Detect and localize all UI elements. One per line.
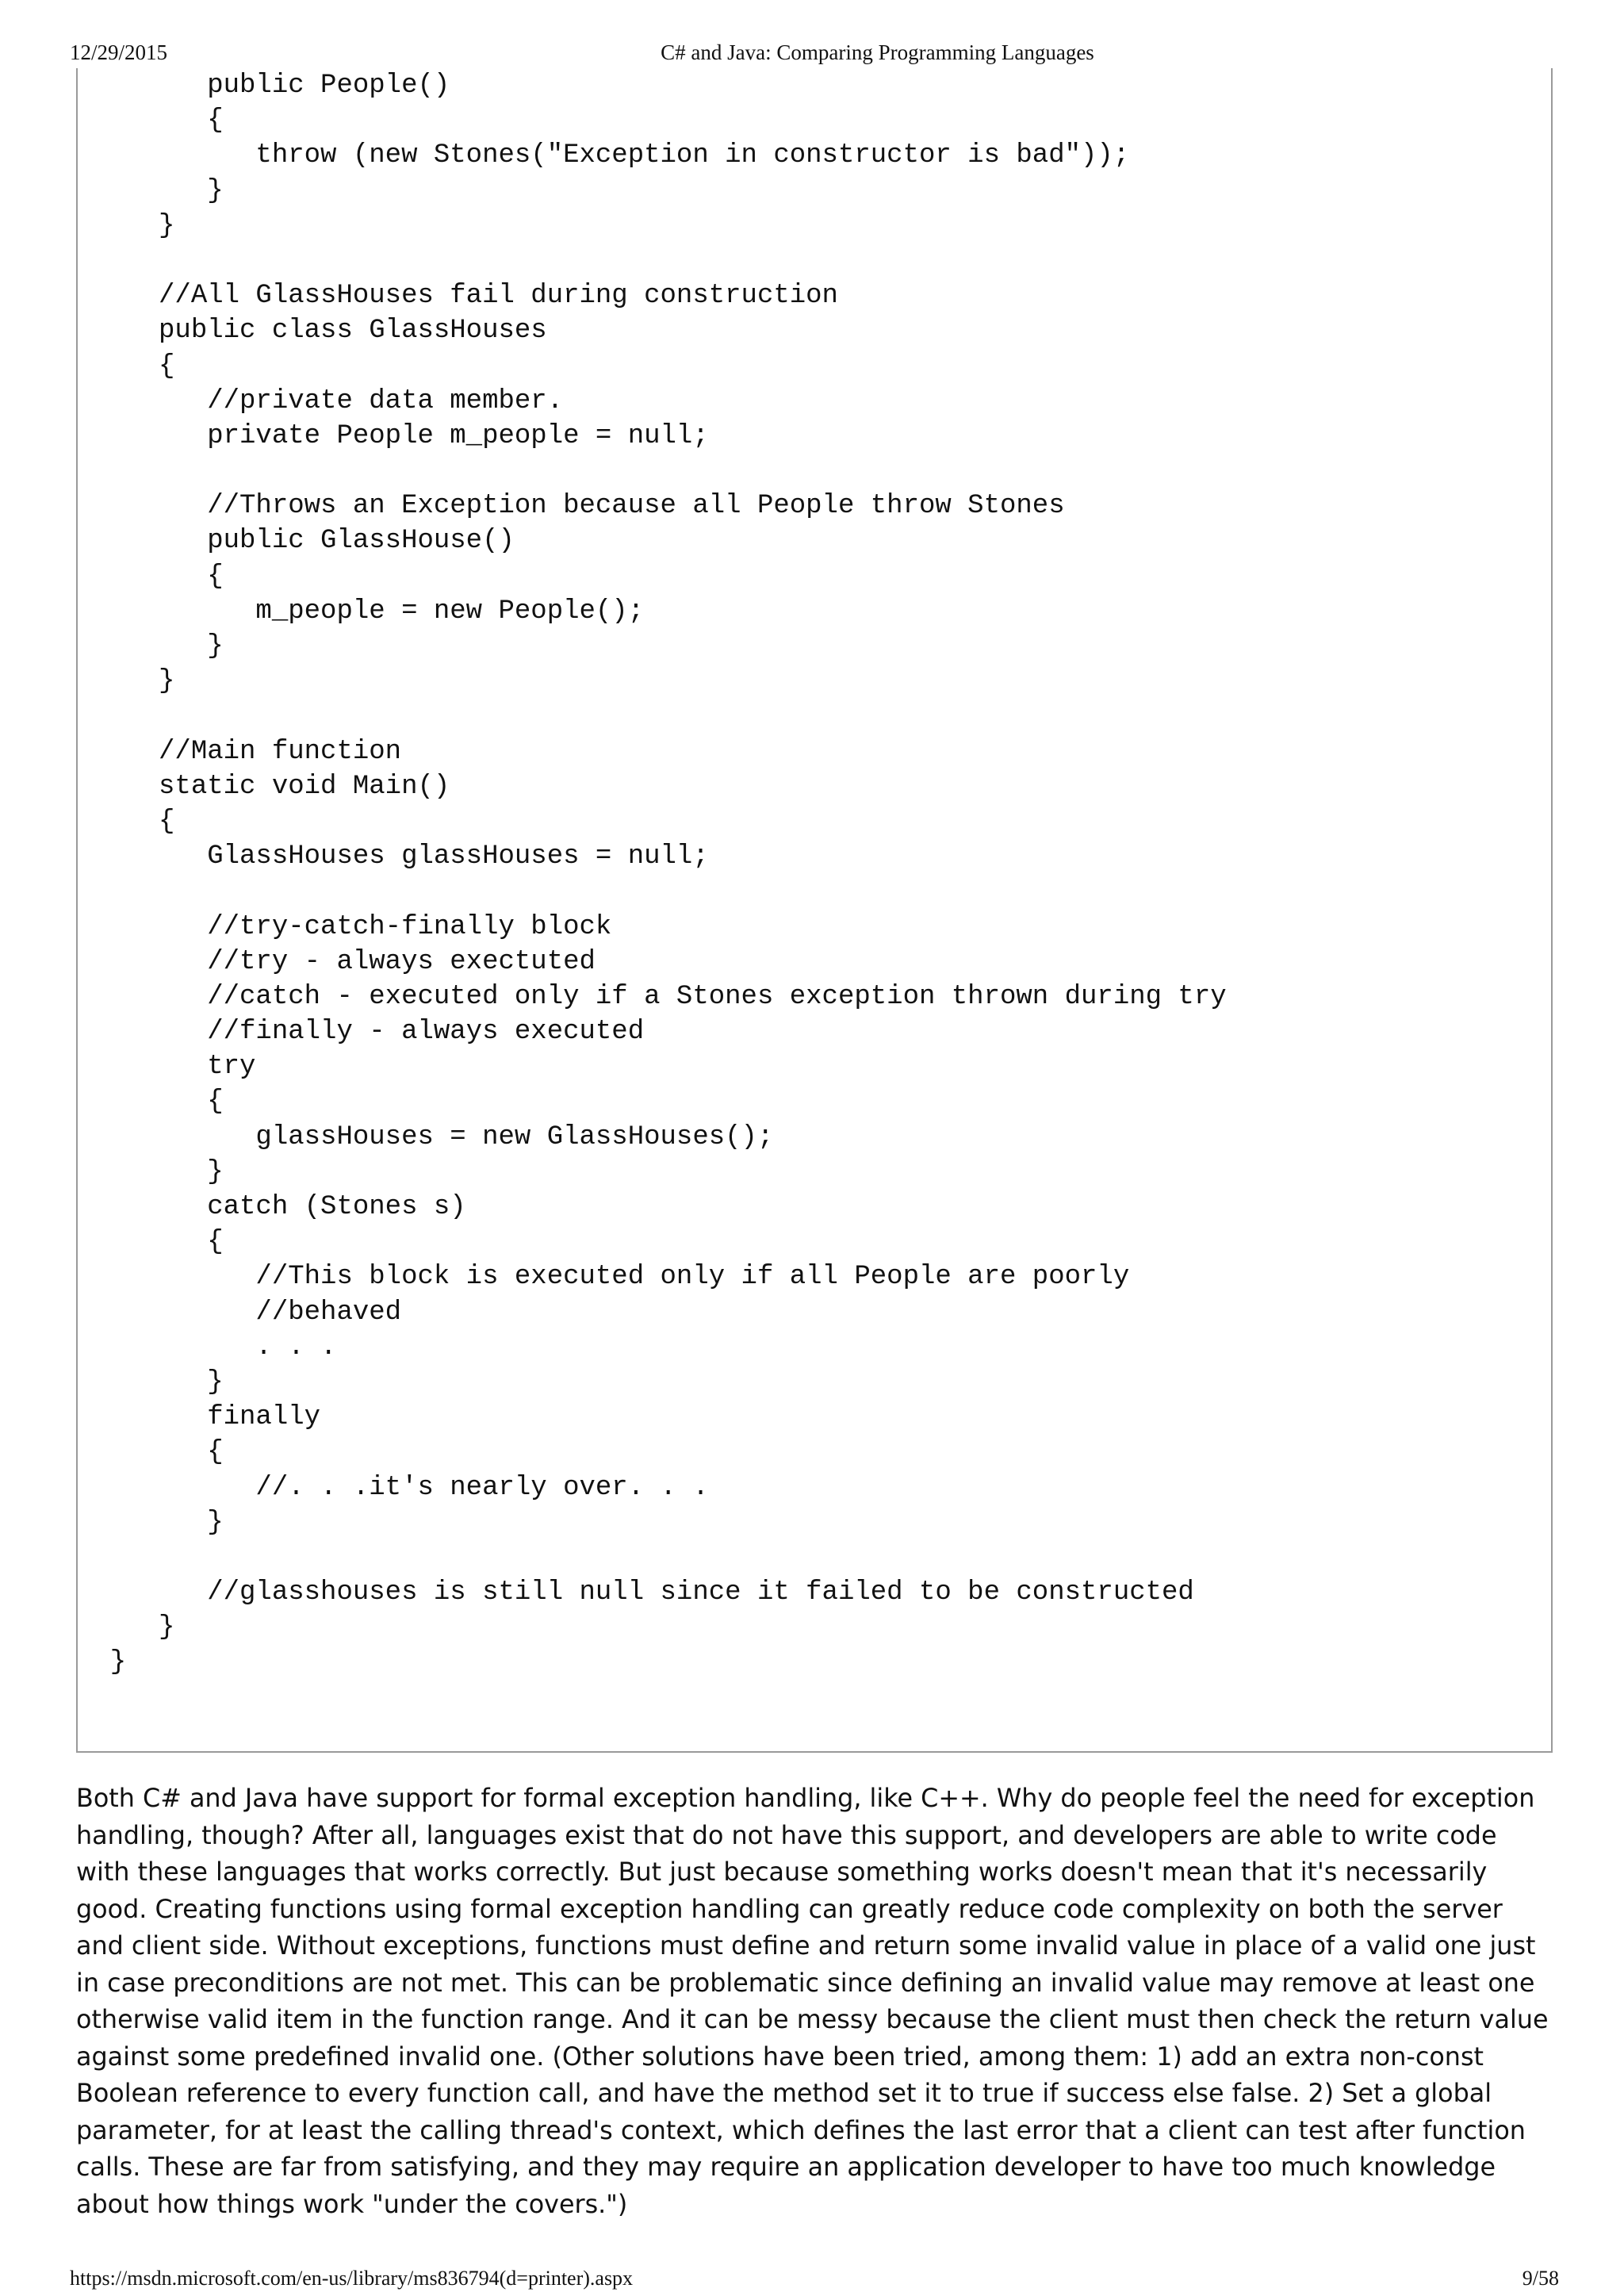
code-line: { <box>78 1437 224 1468</box>
code-line: } <box>78 1366 224 1397</box>
code-line: try <box>78 1052 256 1083</box>
code-line: { <box>78 806 175 837</box>
code-listing <box>78 68 1227 1681</box>
code-line: } <box>78 1507 224 1538</box>
code-line: } <box>78 175 224 206</box>
code-line: public GlassHouse() <box>78 526 515 557</box>
code-line <box>78 874 1227 909</box>
code-line: //private data member. <box>78 385 564 416</box>
code-line: //glasshouses is still null since it failed to be constructed <box>78 1577 1194 1608</box>
page-number: 9/58 <box>1522 2267 1559 2290</box>
code-line: m_people = new People(); <box>78 596 645 627</box>
code-line: //Main function <box>78 736 402 767</box>
code-line: finally <box>78 1402 321 1433</box>
code-line <box>78 454 1227 489</box>
code-line <box>78 1540 1227 1575</box>
code-line: //All GlassHouses fail during construction <box>78 281 838 312</box>
code-line: throw (new Stones("Exception in constructor is bad")); <box>78 140 1130 171</box>
code-line: { <box>78 351 175 381</box>
code-line: public People() <box>78 71 450 101</box>
code-line: //finally - always executed <box>78 1017 645 1048</box>
code-line <box>78 243 1227 278</box>
print-date: 12/29/2015 <box>70 40 168 64</box>
code-line: . . . <box>78 1332 337 1363</box>
code-line: { <box>78 561 224 592</box>
code-line: { <box>78 105 224 136</box>
page-title: C# and Java: Comparing Programming Languages <box>661 40 1094 64</box>
code-line: } <box>78 210 175 241</box>
code-line: //Throws an Exception because all People throw Stones <box>78 491 1065 522</box>
code-line <box>78 699 1227 734</box>
body-paragraph: Both C# and Java have support for formal exception handling, like C++. Why do people feel the need for exception handling, though? After all, languages exist that do not have this support, and developers are able to write code with these languages that works correctly. But just because something works doesn't mean that it's necessarily good. Creating functions using formal exception handling can greatly reduce code complexity on both the server and client side. Without exceptions, functions must define and return some invalid value in place of a valid one just in case preconditions are not met. This can be problematic since defining an invalid value may remove at least one otherwise valid item in the function range. And it can be messy because the client must then check the return value against some predefined invalid one. (Other solutions have been tried, among them: 1) add an extra non-const Boolean reference to every function call, and have the method set it to true if success else false. 2) Set a global parameter, for at least the calling thread's context, which defines the last error that a client can test after function calls. These are far from satisfying, and they may require an application developer to have too much knowledge about how things work "under the covers.") <box>76 1784 1549 2219</box>
code-line: //try - always exectuted <box>78 946 596 977</box>
code-line: public class GlassHouses <box>78 316 547 347</box>
code-line: } <box>78 1647 127 1678</box>
code-line: catch (Stones s) <box>78 1192 466 1222</box>
code-line: { <box>78 1087 224 1117</box>
code-line: //catch - executed only if a Stones exception thrown during try <box>78 981 1227 1012</box>
code-line: //try-catch-finally block <box>78 911 612 942</box>
code-line: { <box>78 1227 224 1258</box>
code-line: } <box>78 666 175 697</box>
code-line: } <box>78 631 224 661</box>
code-line: glassHouses = new GlassHouses(); <box>78 1121 774 1152</box>
code-line: } <box>78 1156 224 1187</box>
code-line: private People m_people = null; <box>78 420 709 451</box>
code-listing-box <box>76 68 1553 1753</box>
code-line: //This block is executed only if all People are poorly <box>78 1262 1130 1293</box>
code-line: //. . .it's nearly over. . . <box>78 1472 709 1503</box>
code-line: } <box>78 1612 175 1643</box>
code-line: GlassHouses glassHouses = null; <box>78 841 709 872</box>
source-url: https://msdn.microsoft.com/en-us/library/ms836794(d=printer).aspx <box>70 2267 634 2290</box>
code-line: //behaved <box>78 1297 402 1328</box>
code-line: static void Main() <box>78 771 450 802</box>
